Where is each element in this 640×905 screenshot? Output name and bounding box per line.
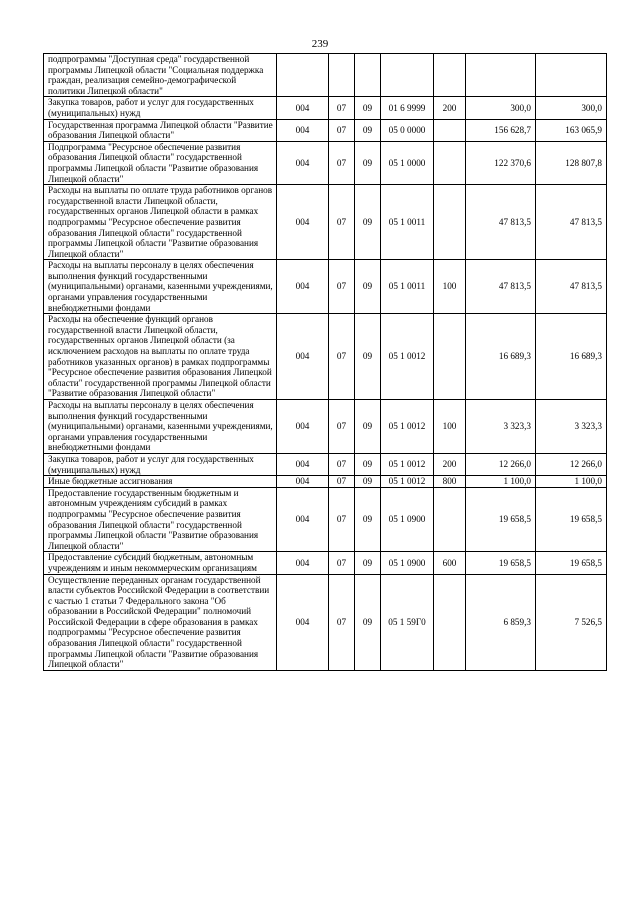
section-code: 07 bbox=[329, 552, 355, 574]
ministry-code bbox=[277, 54, 329, 97]
target-article: 05 1 0012 bbox=[381, 453, 434, 475]
target-article: 05 1 0000 bbox=[381, 141, 434, 184]
target-article: 05 1 0011 bbox=[381, 260, 434, 314]
target-article: 05 1 0900 bbox=[381, 552, 434, 574]
sum-year-1 bbox=[466, 54, 536, 97]
subsection-code: 09 bbox=[355, 552, 381, 574]
subsection-code bbox=[355, 54, 381, 97]
ministry-code: 004 bbox=[277, 97, 329, 119]
page-number: 239 bbox=[311, 38, 329, 50]
table-row bbox=[44, 141, 607, 184]
sum-year-1: 12 266,0 bbox=[466, 453, 536, 475]
ministry-code: 004 bbox=[277, 476, 329, 488]
sum-year-2: 128 807,8 bbox=[536, 141, 607, 184]
expense-type: 100 bbox=[434, 400, 466, 454]
sum-year-2: 47 813,5 bbox=[536, 260, 607, 314]
expense-type: 800 bbox=[434, 476, 466, 488]
expense-type: 200 bbox=[434, 97, 466, 119]
target-article: 05 0 0000 bbox=[381, 119, 434, 141]
table-row bbox=[44, 54, 607, 97]
ministry-code: 004 bbox=[277, 314, 329, 400]
table-row bbox=[44, 119, 607, 141]
ministry-code: 004 bbox=[277, 400, 329, 454]
expense-type: 100 bbox=[434, 260, 466, 314]
row-name: Подпрограмма "Ресурсное обеспечение развития образования Липецкой области" государственной программы Липецкой области "Развитие образования Липецкой области" bbox=[44, 141, 277, 184]
target-article: 05 1 59Г0 bbox=[381, 574, 434, 670]
sum-year-2: 16 689,3 bbox=[536, 314, 607, 400]
subsection-code: 09 bbox=[355, 97, 381, 119]
sum-year-1: 19 658,5 bbox=[466, 552, 536, 574]
ministry-code: 004 bbox=[277, 185, 329, 260]
table-row bbox=[44, 552, 607, 574]
ministry-code: 004 bbox=[277, 487, 329, 552]
table-row bbox=[44, 574, 607, 670]
row-name: Закупка товаров, работ и услуг для государственных (муниципальных) нужд bbox=[44, 453, 277, 475]
row-name: подпрограммы "Доступная среда" государственной программы Липецкой области "Социальная поддержка граждан, реализация семейно-демографической политики Липецкой области" bbox=[44, 54, 277, 97]
row-name: Закупка товаров, работ и услуг для государственных (муниципальных) нужд bbox=[44, 97, 277, 119]
sum-year-1: 47 813,5 bbox=[466, 260, 536, 314]
target-article bbox=[381, 54, 434, 97]
section-code: 07 bbox=[329, 119, 355, 141]
table-row bbox=[44, 400, 607, 454]
table-row bbox=[44, 260, 607, 314]
section-code bbox=[329, 54, 355, 97]
sum-year-2: 1 100,0 bbox=[536, 476, 607, 488]
target-article: 05 1 0012 bbox=[381, 476, 434, 488]
expense-type: 200 bbox=[434, 453, 466, 475]
expense-type: 600 bbox=[434, 552, 466, 574]
target-article: 05 1 0900 bbox=[381, 487, 434, 552]
subsection-code: 09 bbox=[355, 574, 381, 670]
subsection-code: 09 bbox=[355, 141, 381, 184]
ministry-code: 004 bbox=[277, 574, 329, 670]
section-code: 07 bbox=[329, 487, 355, 552]
sum-year-2: 3 323,3 bbox=[536, 400, 607, 454]
table-row bbox=[44, 97, 607, 119]
subsection-code: 09 bbox=[355, 453, 381, 475]
sum-year-2 bbox=[536, 54, 607, 97]
row-name: Иные бюджетные ассигнования bbox=[44, 476, 277, 488]
sum-year-2: 19 658,5 bbox=[536, 552, 607, 574]
expense-type bbox=[434, 141, 466, 184]
ministry-code: 004 bbox=[277, 119, 329, 141]
sum-year-2: 19 658,5 bbox=[536, 487, 607, 552]
sum-year-2: 300,0 bbox=[536, 97, 607, 119]
expense-type bbox=[434, 54, 466, 97]
row-name: Расходы на выплаты персоналу в целях обеспечения выполнения функций государственными (муниципальными) органами, казенными учреждениями, органами управления государственными внебюджетными фондами bbox=[44, 260, 277, 314]
expense-type bbox=[434, 119, 466, 141]
sum-year-1: 47 813,5 bbox=[466, 185, 536, 260]
sum-year-1: 3 323,3 bbox=[466, 400, 536, 454]
target-article: 01 6 9999 bbox=[381, 97, 434, 119]
section-code: 07 bbox=[329, 185, 355, 260]
sum-year-1: 1 100,0 bbox=[466, 476, 536, 488]
expense-type bbox=[434, 574, 466, 670]
ministry-code: 004 bbox=[277, 260, 329, 314]
budget-table bbox=[43, 53, 607, 671]
table-row bbox=[44, 453, 607, 475]
section-code: 07 bbox=[329, 314, 355, 400]
subsection-code: 09 bbox=[355, 476, 381, 488]
expense-type bbox=[434, 185, 466, 260]
table-row bbox=[44, 487, 607, 552]
table-row bbox=[44, 185, 607, 260]
sum-year-1: 19 658,5 bbox=[466, 487, 536, 552]
sum-year-1: 300,0 bbox=[466, 97, 536, 119]
row-name: Государственная программа Липецкой области "Развитие образования Липецкой области" bbox=[44, 119, 277, 141]
row-name: Предоставление субсидий бюджетным, автономным учреждениям и иным некоммерческим организациям bbox=[44, 552, 277, 574]
section-code: 07 bbox=[329, 476, 355, 488]
sum-year-2: 163 065,9 bbox=[536, 119, 607, 141]
section-code: 07 bbox=[329, 141, 355, 184]
subsection-code: 09 bbox=[355, 119, 381, 141]
expense-type bbox=[434, 314, 466, 400]
ministry-code: 004 bbox=[277, 453, 329, 475]
section-code: 07 bbox=[329, 453, 355, 475]
subsection-code: 09 bbox=[355, 260, 381, 314]
row-name: Расходы на выплаты персоналу в целях обеспечения выполнения функций государственными (муниципальными) органами, казенными учреждениями, органами управления государственными внебюджетными фондами bbox=[44, 400, 277, 454]
table-body bbox=[44, 54, 607, 671]
subsection-code: 09 bbox=[355, 487, 381, 552]
table-row bbox=[44, 314, 607, 400]
section-code: 07 bbox=[329, 97, 355, 119]
ministry-code: 004 bbox=[277, 552, 329, 574]
expense-type bbox=[434, 487, 466, 552]
subsection-code: 09 bbox=[355, 314, 381, 400]
section-code: 07 bbox=[329, 574, 355, 670]
section-code: 07 bbox=[329, 400, 355, 454]
sum-year-2: 47 813,5 bbox=[536, 185, 607, 260]
section-code: 07 bbox=[329, 260, 355, 314]
target-article: 05 1 0012 bbox=[381, 400, 434, 454]
target-article: 05 1 0012 bbox=[381, 314, 434, 400]
ministry-code: 004 bbox=[277, 141, 329, 184]
subsection-code: 09 bbox=[355, 185, 381, 260]
row-name: Осуществление переданных органам государственной власти субъектов Российской Федерации в соответствии с частью 1 статьи 7 Федерального закона "Об образовании в Российской Федерации" полномочий Российской Федерации в сфере образования в рамках подпрограммы "Ресурсное обеспечение развития образования Липецкой области" государственной программы Липецкой области "Развитие образования Липецкой области" bbox=[44, 574, 277, 670]
row-name: Предоставление государственным бюджетным и автономным учреждениям субсидий в рамках подпрограммы "Ресурсное обеспечение развития образования Липецкой области" государственной программы Липецкой области "Развитие образования Липецкой области" bbox=[44, 487, 277, 552]
sum-year-1: 122 370,6 bbox=[466, 141, 536, 184]
sum-year-2: 7 526,5 bbox=[536, 574, 607, 670]
row-name: Расходы на обеспечение функций органов государственной власти Липецкой области, государственных органов Липецкой области (за исключением расходов на выплаты по оплате труда работников указанных органов) в рамках подпрограммы "Ресурсное обеспечение развития образования Липецкой области" государственной программы Липецкой области "Развитие образования Липецкой области" bbox=[44, 314, 277, 400]
target-article: 05 1 0011 bbox=[381, 185, 434, 260]
subsection-code: 09 bbox=[355, 400, 381, 454]
sum-year-1: 156 628,7 bbox=[466, 119, 536, 141]
table-row bbox=[44, 476, 607, 488]
sum-year-2: 12 266,0 bbox=[536, 453, 607, 475]
row-name: Расходы на выплаты по оплате труда работников органов государственной власти Липецкой области, государственных органов Липецкой области в рамках подпрограммы "Ресурсное обеспечение развития образования Липецкой области" государственной программы Липецкой области "Развитие образования Липецкой области" bbox=[44, 185, 277, 260]
sum-year-1: 6 859,3 bbox=[466, 574, 536, 670]
sum-year-1: 16 689,3 bbox=[466, 314, 536, 400]
